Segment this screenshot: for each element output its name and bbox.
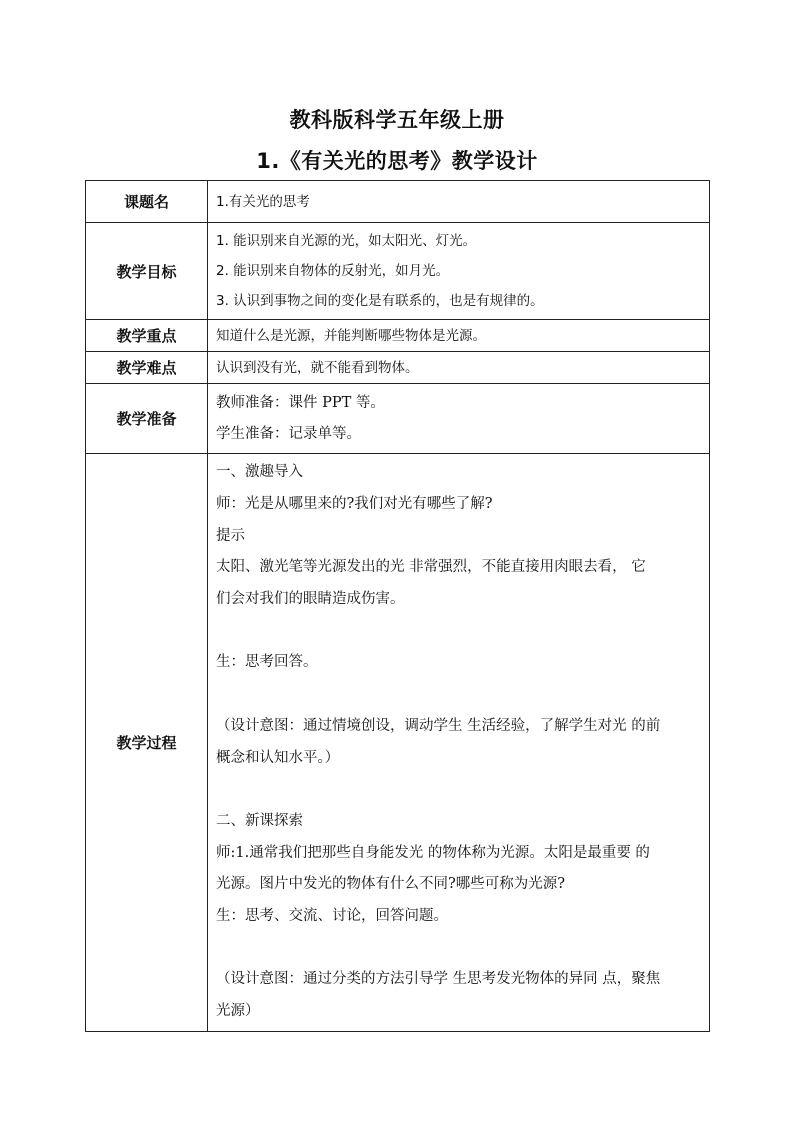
process-line: 一、激趣导入	[216, 464, 303, 481]
lesson-plan-table	[85, 180, 710, 1032]
preparation-label: 教学准备	[86, 384, 208, 454]
objective-item: 1. 能识别来自光源的光，如太阳光、灯光。	[216, 233, 477, 249]
process-line: 太阳、激光笔等光源发出的光 非常强烈，不能直接用肉眼去看， 它	[216, 559, 646, 576]
topic-value: 1.有关光的思考	[208, 181, 710, 223]
table-row-difficulty	[86, 352, 710, 384]
difficulty-label: 教学难点	[86, 352, 208, 384]
blank-line	[216, 774, 703, 806]
process-line: 生：思考、交流、讨论，回答问题。	[216, 908, 448, 924]
process-line: （设计意图：通过情境创设，调动学生 生活经验，了解学生对光 的前	[216, 717, 661, 734]
process-line: （设计意图：通过分类的方法引导学 生思考发光物体的异同 点，聚焦	[216, 971, 661, 988]
process-line: 概念和认知水平。）	[216, 749, 340, 766]
table-row-key-point	[86, 320, 710, 352]
process-label: 教学过程	[86, 454, 208, 1032]
process-content	[208, 454, 710, 1032]
table-row-preparation	[86, 384, 710, 454]
process-line: 师：光是从哪里来的?我们对光有哪些了解?	[216, 495, 493, 512]
table-row-process	[86, 454, 710, 1032]
objectives-label: 教学目标	[86, 223, 208, 320]
lesson-title: 1.《有关光的思考》教学设计	[256, 149, 538, 173]
process-line: 生：思考回答。	[216, 654, 318, 671]
blank-line	[216, 679, 703, 711]
process-line: 师:1.通常我们把那些自身能发光 的物体称为光源。太阳是最重要 的	[216, 844, 650, 861]
process-line: 们会对我们的眼睛造成伤害。	[216, 591, 405, 608]
objective-item: 3. 认识到事物之间的变化是有联系的，也是有规律的。	[216, 293, 544, 309]
process-line: 光源。图片中发光的物体有什么不同?哪些可称为光源?	[216, 876, 566, 893]
preparation-item: 教师准备：课件 PPT 等。	[216, 394, 385, 411]
process-line: 提示	[216, 527, 245, 544]
blank-line	[216, 616, 703, 648]
process-line: 光源）	[216, 1003, 260, 1020]
document-title: 教科版科学五年级上册	[289, 108, 505, 132]
key-point-label: 教学重点	[86, 320, 208, 352]
blank-line	[216, 933, 703, 965]
process-line: 二、新课探索	[216, 812, 303, 829]
table-row-topic	[86, 181, 710, 223]
topic-label: 课题名	[86, 181, 208, 223]
difficulty-value: 认识到没有光，就不能看到物体。	[208, 352, 710, 384]
table-row-objectives	[86, 223, 710, 320]
objective-item: 2. 能识别来自物体的反射光，如月光。	[216, 263, 450, 279]
preparation-list	[208, 384, 710, 454]
objectives-list	[208, 223, 710, 320]
preparation-item: 学生准备：记录单等。	[216, 425, 361, 442]
key-point-value: 知道什么是光源，并能判断哪些物体是光源。	[208, 320, 710, 352]
